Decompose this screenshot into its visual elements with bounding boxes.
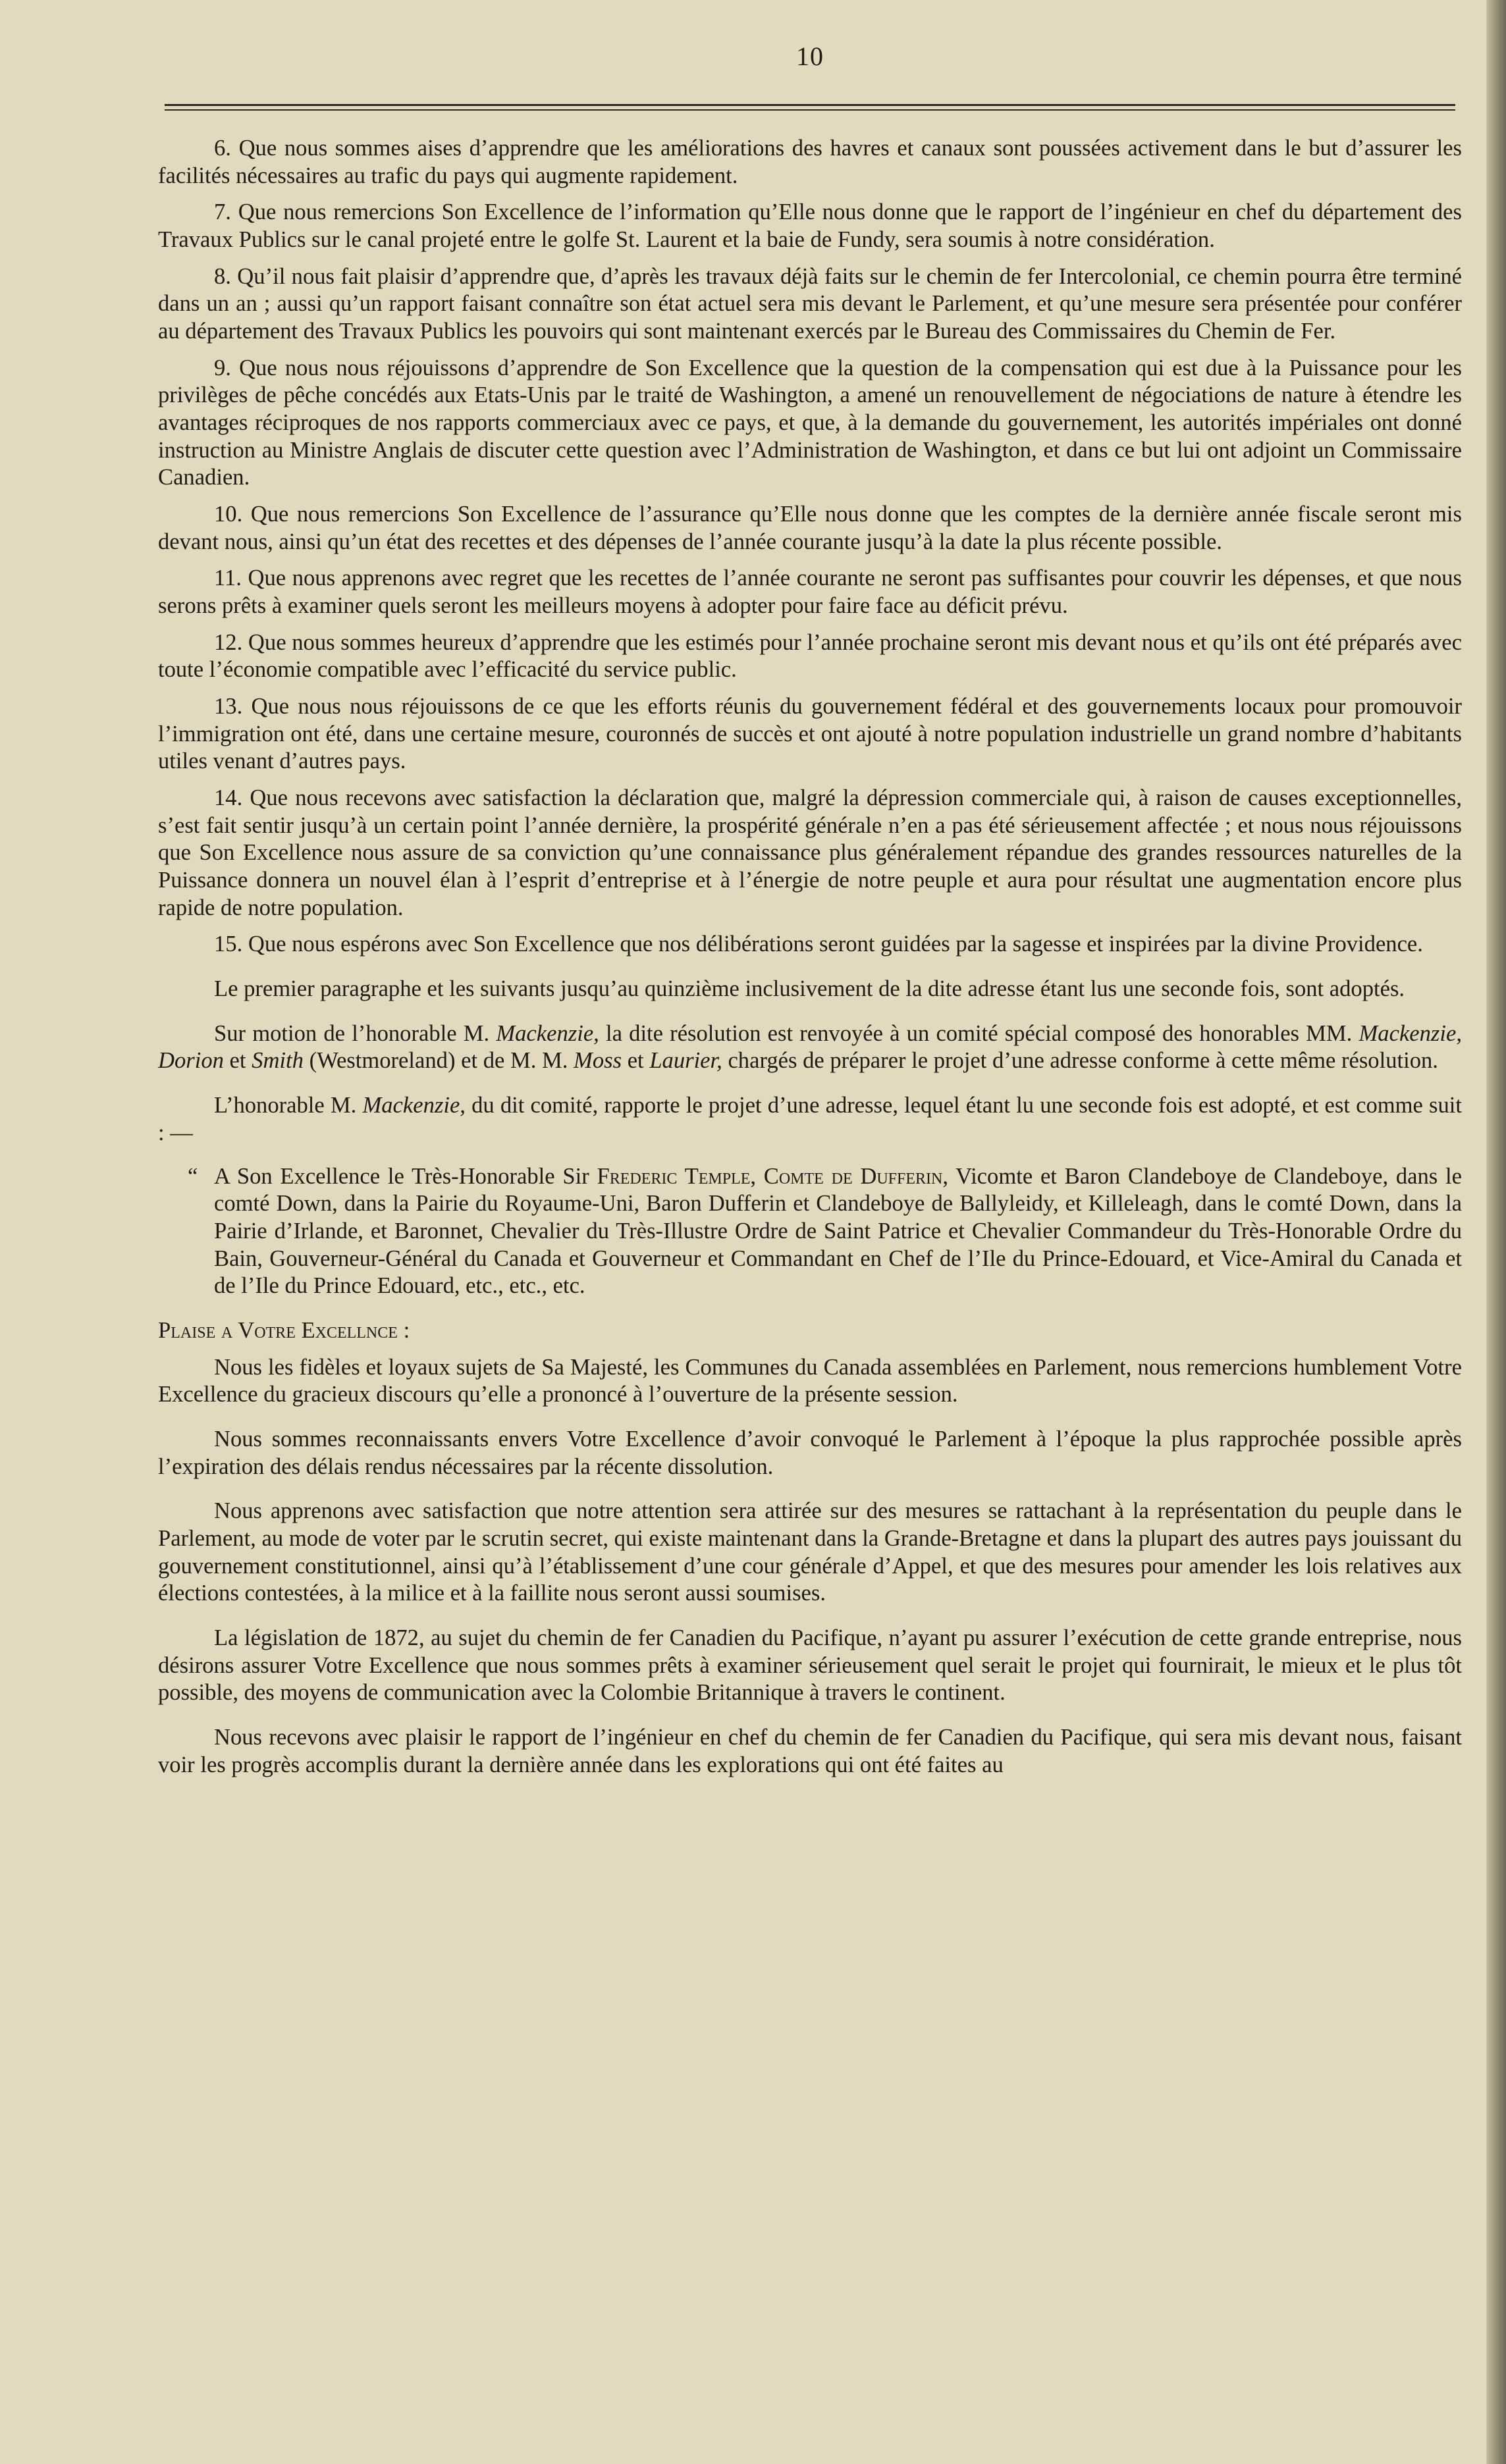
address-paragraph: Nous apprenons avec satisfaction que notre attention sera attirée sur des mesures se rattachant à la représentation du peuple dans le Parlement, au mode de voter par le scrutin secret, qui existe maintenant dans la Grande-Bretagne et dans la plupart des autres pays jouissant du gouvernement constitutionnel, ainsi qu’à l’établissement d’une cour générale d’Appel, et que des mesures pour amender les lois relatives aux élections contestées, à la milice et à la faillite nous seront aussi soumises.: [158, 1498, 1462, 1606]
address-header: [158, 1163, 1462, 1300]
paragraph-7: 7. Que nous remercions Son Excellence de l’information qu’Elle nous donne que le rapport de l’ingénieur en chef du département des Travaux Publics sur le canal projeté entre le golfe St. Laurent et la baie de Fundy, sera soumis à notre considération.: [158, 199, 1462, 253]
address-paragraph: Nous recevons avec plaisir le rapport de l’ingénieur en chef du chemin de fer Canadien du Pacifique, qui sera mis devant nous, faisant voir les progrès accomplis durant la dernière année dans les explorations qui ont été faites au: [158, 1724, 1462, 1777]
page-number: 10: [796, 41, 824, 71]
address-paragraph: Nous les fidèles et loyaux sujets de Sa Majesté, les Communes du Canada assemblées en Parlement, nous remercions humblement Votre Excellence du gracieux discours qu’elle a prononcé à l’ouverture de la présente session.: [158, 1354, 1462, 1407]
report-paragraph: [158, 1092, 1462, 1147]
address-header-text: A Son Excellence le Très-Honorable Sir: [214, 1163, 597, 1189]
address-header-text: Vicomte et Baron Clandeboye de Clandeboye, dans le comté Down, dans la Pairie du Royaume-Uni, Baron Dufferin et Clandeboye de Ballyleidy, et Killeleagh, dans le comté Down, dans la Pairie d’Irlande, et Baronnet, Chevalier du Très-Illustre Ordre de Saint Patrice et Chevalier Commandeur du Très-Honorable Ordre du Bain, Gouverneur-Général du Canada et Gouverneur et Commandant en Chef de l’Ile du Prince-Edouard, et Vice-Amiral du Canada et de l’Ile du Prince Edouard, etc., etc., etc.: [214, 1163, 1462, 1299]
governor-name: Frederic Temple, Comte de Dufferin,: [597, 1163, 949, 1189]
member-name: Laurier,: [649, 1048, 722, 1074]
paragraph-12: 12. Que nous sommes heureux d’apprendre que les estimés pour l’année prochaine seront mis devant nous et qu’ils ont été préparés avec toute l’économie compatible avec l’efficacité du service public.: [158, 629, 1462, 683]
paragraph-13: 13. Que nous nous réjouissons de ce que les efforts réunis du gouvernement fédéral et des gouvernements locaux pour promouvoir l’immigration ont été, dans une certaine mesure, couronnés de succès et ont ajouté à notre population industrielle un grand nombre d’habitants utiles venant d’autres pays.: [158, 694, 1462, 774]
address-paragraph: Nous sommes reconnaissants envers Votre Excellence d’avoir convoqué le Parlement à l’époque la plus rapprochée possible après l’expiration des délais rendus nécessaires par la récente dissolution.: [158, 1426, 1462, 1479]
paragraph-6: 6. Que nous sommes aises d’apprendre que les améliorations des havres et canaux sont poussées activement dans le but d’assurer les facilités nécessaires au trafic du pays qui augmente rapidement.: [158, 136, 1462, 188]
header-rule-line: [165, 104, 1455, 106]
body-text: [158, 135, 1462, 1788]
binding-edge: [1486, 0, 1506, 2464]
member-name: Dorion: [158, 1048, 224, 1074]
paragraph-10: 10. Que nous remercions Son Excellence de l’assurance qu’Elle nous donne que les comptes de la dernière année fiscale seront mis devant nous, ainsi qu’un état des recettes et des dépenses de l’année courante jusqu’à la date la plus récente possible.: [158, 502, 1462, 554]
paragraph-11: 11. Que nous apprenons avec regret que les recettes de l’année courante ne seront pas suffisantes pour couvrir les dépenses, et que nous serons prêts à examiner quels seront les meilleurs moyens à adopter pour faire face au déficit prévu.: [158, 565, 1462, 619]
motion-text: et: [223, 1048, 252, 1074]
member-name: Mackenzie,: [1358, 1020, 1462, 1046]
motion-text: (Westmoreland) et de M. M.: [303, 1048, 574, 1074]
member-name: Mackenzie,: [496, 1020, 599, 1046]
member-name: Mackenzie,: [362, 1093, 466, 1118]
member-name: Moss: [574, 1048, 622, 1074]
motion-text: la dite résolution est renvoyée à un comité spécial composé des honorables MM.: [599, 1020, 1359, 1046]
member-name: Smith: [252, 1048, 304, 1074]
address-paragraph: La législation de 1872, au sujet du chemin de fer Canadien du Pacifique, n’ayant pu assurer l’exécution de cette grande entreprise, nous désirons assurer Votre Excellence que nous sommes prêts à examiner sérieusement quel serait le projet qui fournirait, le mieux et le plus tôt possible, des moyens de communication avec la Colombie Britannique à travers le continent.: [158, 1625, 1462, 1706]
report-text: L’honorable M.: [214, 1093, 363, 1118]
salutation: Plaise a Votre Excellnce :: [158, 1317, 410, 1343]
report-text: du dit comité, rapporte le projet d’une adresse, lequel étant lu une seconde fois est adopté, et est comme suit : —: [158, 1093, 1463, 1145]
paragraph-15: 15. Que nous espérons avec Son Excellence que nos délibérations seront guidées par la sagesse et inspirées par la divine Providence.: [214, 931, 1423, 957]
motion-paragraph: [158, 1020, 1462, 1075]
header-rule: [165, 104, 1455, 113]
motion-text: chargés de préparer le projet d’une adresse conforme à cette même résolution.: [722, 1048, 1438, 1074]
opening-quote: “: [188, 1163, 198, 1189]
paragraph-9: 9. Que nous nous réjouissons d’apprendre de Son Excellence que la question de la compensation qui est due à la Puissance pour les privilèges de pêche concédés aux Etats-Unis par le traité de Washington, a amené un renouvellement de négociations de nature à étendre les avantages réciproques de nos rapports commerciaux avec ce pays, et que, à la demande du gouvernement, les autorités impériales ont donné instruction au Ministre Anglais de discuter cette question avec l’Administration de Washington, et dans ce but lui ont adjoint un Commissaire Canadien.: [158, 355, 1462, 490]
paragraph-14: 14. Que nous recevons avec satisfaction la déclaration que, malgré la dépression commerciale qui, à raison de causes exceptionnelles, s’est fait sentir jusqu’à un certain point l’année dernière, la prospérité générale n’en a pas été sérieusement affectée ; et nous nous réjouissons que Son Excellence nous assure de sa conviction qu’une connaissance plus généralement répandue des grandes ressources naturelles de la Puissance donnera un nouvel élan à l’esprit d’entreprise et à l’énergie de notre peuple et aura pour résultat une augmentation encore plus rapide de notre population.: [158, 785, 1462, 920]
adoption-paragraph: Le premier paragraphe et les suivants jusqu’au quinzième inclusivement de la dite adresse étant lus une seconde fois, sont adoptés.: [214, 976, 1405, 1002]
paragraph-8: 8. Qu’il nous fait plaisir d’apprendre que, d’après les travaux déjà faits sur le chemin de fer Intercolonial, ce chemin pourra être terminé dans un an ; aussi qu’un rapport faisant connaître son état actuel sera mis devant le Parlement, et qu’une mesure sera présentée pour conférer au département des Travaux Publics les pouvoirs qui sont maintenant exercés par le Bureau des Commissaires du Chemin de Fer.: [158, 263, 1462, 344]
motion-text: et: [622, 1048, 650, 1074]
motion-text: Sur motion de l’honorable M.: [214, 1020, 497, 1046]
header-rule-line: [165, 109, 1455, 111]
